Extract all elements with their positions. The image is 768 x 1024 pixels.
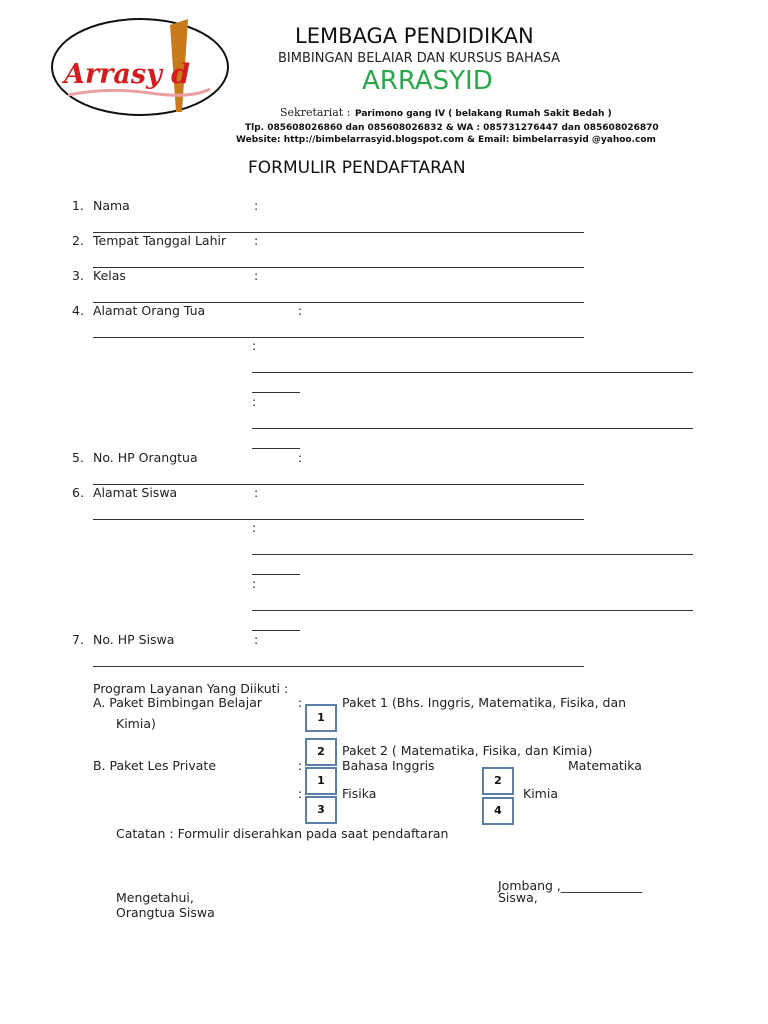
field-label: Tempat Tanggal Lahir	[93, 233, 227, 248]
colon: :	[298, 450, 303, 465]
field-input-line[interactable]	[252, 428, 693, 429]
sign-left-1: Mengetahui,	[116, 890, 194, 905]
header-subtitle: BIMBINGAN BELAIAR DAN KURSUS BAHASA	[278, 51, 561, 66]
field-input-line-short[interactable]	[252, 448, 300, 449]
field-label: Kelas	[93, 268, 126, 283]
address: Parimono gang IV ( belakang Rumah Sakit Bedah )	[355, 109, 612, 119]
field-input-line[interactable]	[93, 666, 584, 667]
program-title: Program Layanan Yang Diikuti :	[93, 681, 289, 696]
option-b-label: B. Paket Les Private	[93, 758, 217, 773]
field-number: 6.	[72, 485, 84, 500]
field-number: 5.	[72, 450, 84, 465]
field-input-line-short[interactable]	[252, 574, 300, 575]
field-number: 3.	[72, 268, 84, 283]
svg-text:Arrasy d: Arrasy d	[64, 59, 191, 90]
option-a-label: A. Paket Bimbingan Belajar	[93, 695, 262, 710]
sekretariat-label: Sekretariat :	[280, 106, 351, 119]
field-number: 1.	[72, 198, 84, 213]
option-fisika: Fisika	[342, 786, 377, 801]
checkbox-matematika[interactable]: 2	[482, 767, 514, 795]
field-input-line[interactable]	[252, 372, 693, 373]
field-label: Alamat Siswa	[93, 485, 178, 500]
field-number: 7.	[72, 632, 84, 647]
note: Catatan : Formulir diserahkan pada saat pendaftaran	[116, 826, 449, 841]
logo	[50, 17, 230, 117]
checkbox-kimia[interactable]: 4	[482, 797, 514, 825]
field-input-line[interactable]	[252, 610, 693, 611]
header-title: LEMBAGA PENDIDIKAN	[295, 24, 534, 48]
colon: :	[254, 233, 259, 248]
option-kimia: Kimia	[523, 786, 558, 801]
field-input-line[interactable]	[93, 337, 584, 338]
option-matematika: Matematika	[568, 758, 642, 773]
field-input-line-short[interactable]	[252, 630, 300, 631]
colon: :	[298, 303, 303, 318]
field-input-line[interactable]	[93, 267, 584, 268]
sign-right: Siswa,	[498, 890, 538, 905]
field-label: Alamat Orang Tua	[93, 303, 206, 318]
checkbox-bahasa-inggris[interactable]: 1	[305, 767, 337, 795]
header-name: ARRASYID	[362, 66, 493, 96]
colon: :	[298, 758, 303, 773]
checkbox-fisika[interactable]: 3	[305, 796, 337, 824]
colon: :	[252, 394, 257, 409]
option-bahasa-inggris: Bahasa Inggris	[342, 758, 435, 773]
field-input-line-short[interactable]	[252, 392, 300, 393]
form-title: FORMULIR PENDAFTARAN	[248, 158, 466, 178]
colon: :	[254, 268, 259, 283]
field-input-line[interactable]	[93, 519, 584, 520]
website: Website: http://bimbelarrasyid.blogspot.com & Email: bimbelarrasyid @yahoo.com	[236, 135, 656, 145]
colon: :	[252, 520, 257, 535]
option-a-text: Paket 1 (Bhs. Inggris, Matematika, Fisika, dan	[342, 695, 627, 710]
field-input-line[interactable]	[252, 554, 693, 555]
colon: :	[298, 786, 303, 801]
field-label: No. HP Siswa	[93, 632, 175, 647]
field-number: 2.	[72, 233, 84, 248]
phone: Tlp. 085608026860 dan 085608026832 & WA : 085731276447 dan 085608026870	[245, 123, 659, 133]
colon: :	[298, 695, 303, 710]
field-label: No. HP Orangtua	[93, 450, 198, 465]
field-label: Nama	[93, 198, 130, 213]
colon: :	[252, 338, 257, 353]
sign-left-2: Orangtua Siswa	[116, 905, 215, 920]
colon: :	[252, 576, 257, 591]
paket2-text: Paket 2 ( Matematika, Fisika, dan Kimia)	[342, 743, 593, 758]
colon: :	[254, 198, 259, 213]
place-date: Jombang ,_____________	[498, 878, 643, 893]
colon: :	[254, 485, 259, 500]
field-number: 4.	[72, 303, 84, 318]
option-a-text-cont: Kimia)	[116, 716, 156, 731]
colon: :	[254, 632, 259, 647]
checkbox-paket1[interactable]: 1	[305, 704, 337, 732]
checkbox-paket2[interactable]: 2	[305, 738, 337, 766]
